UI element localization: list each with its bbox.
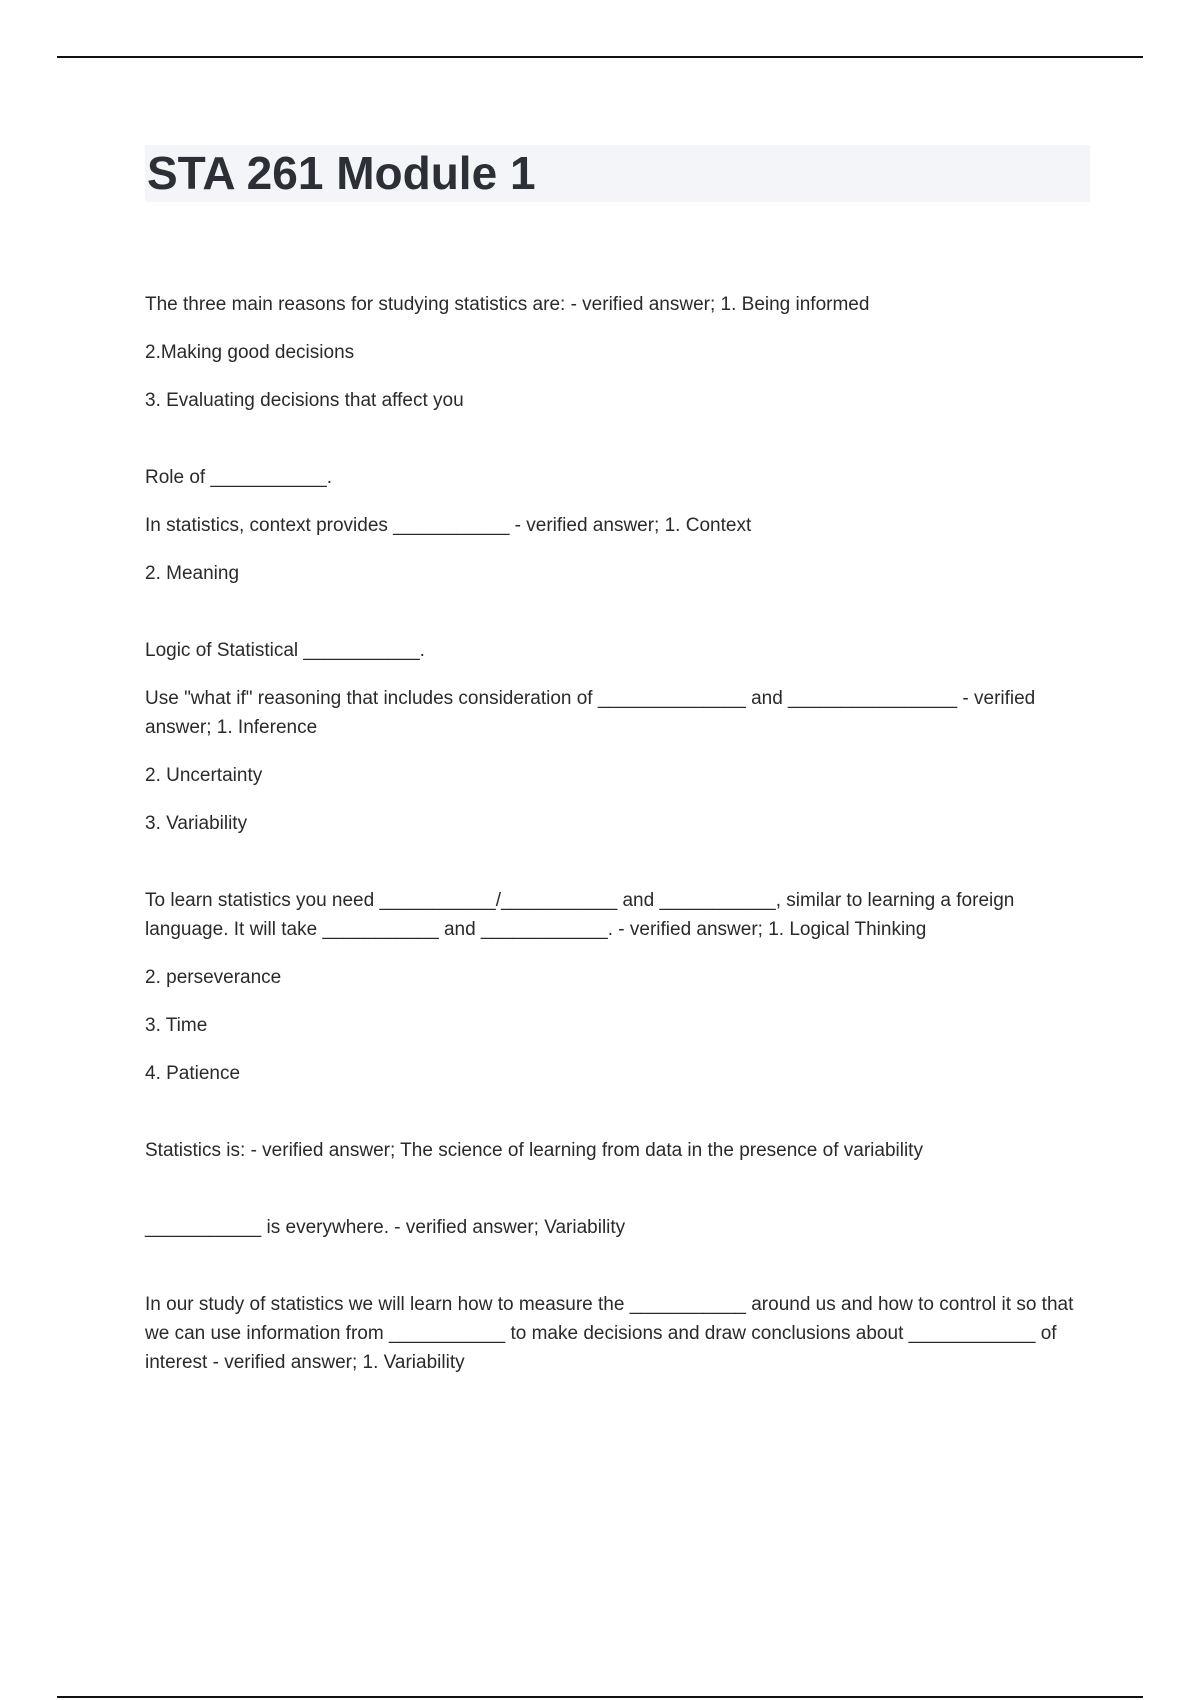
question-line: In statistics, context provides ___________ - verified answer; 1. Context	[145, 515, 752, 536]
question-line: In our study of statistics we will learn how to measure the ___________ around us and how to control it so that we can use information from ___________ to make decisions and draw conclusions about ____________ of interest - verified answer; 1. Variability	[145, 1294, 1074, 1373]
answer-line: 3. Time	[145, 1015, 208, 1036]
answer-line: 2. perseverance	[145, 967, 282, 988]
answer-line: 2. Meaning	[145, 563, 240, 584]
answer-line: 2. Uncertainty	[145, 765, 263, 786]
qa-block	[145, 1213, 1090, 1242]
qa-block	[145, 463, 1090, 588]
answer-line: 4. Patience	[145, 1063, 241, 1084]
question-line: Use "what if" reasoning that includes consideration of ______________ and ________________ - verified answer; 1. Inference	[145, 688, 1036, 738]
header-rule	[57, 56, 1143, 58]
question-line: Statistics is: - verified answer; The science of learning from data in the presence of variability	[145, 1140, 923, 1161]
answer-line: 3. Evaluating decisions that affect you	[145, 390, 464, 411]
qa-block	[145, 290, 1090, 415]
page-title: STA 261 Module 1	[147, 147, 536, 199]
question-line: Logic of Statistical ___________.	[145, 640, 425, 661]
title-band	[145, 145, 1090, 202]
answer-line: 3. Variability	[145, 813, 248, 834]
qa-block	[145, 1136, 1090, 1165]
answer-line: 2.Making good decisions	[145, 342, 355, 363]
qa-block	[145, 886, 1090, 1088]
footer-rule	[57, 1696, 1143, 1698]
qa-block	[145, 636, 1090, 838]
question-line: ___________ is everywhere. - verified answer; Variability	[145, 1217, 626, 1238]
question-line: To learn statistics you need ___________/___________ and ___________, similar to learning a foreign language. It will take ___________ and ____________. - verified answer; 1. Logical Thinking	[145, 890, 1015, 940]
question-line: Role of ___________.	[145, 467, 332, 488]
document-body	[145, 290, 1090, 1425]
qa-block	[145, 1290, 1090, 1377]
question-line: The three main reasons for studying statistics are: - verified answer; 1. Being informed	[145, 294, 870, 315]
